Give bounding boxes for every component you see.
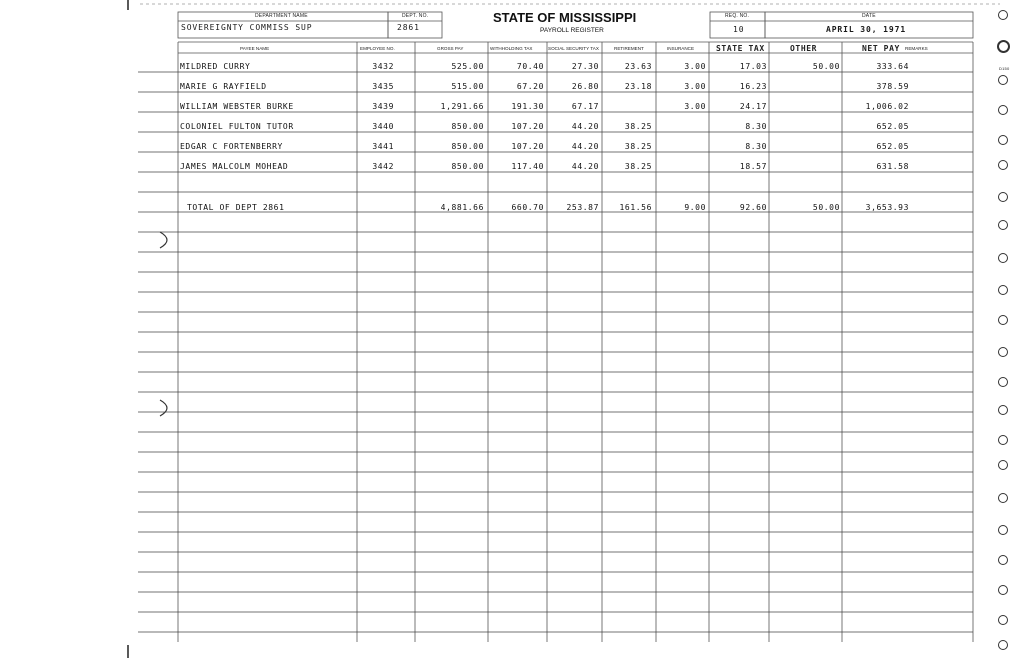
cell-withholding: 117.40 — [511, 162, 544, 171]
col-header-employee-no: EMPLOYEE NO. — [360, 46, 395, 51]
col-header-insurance: INSURANCE — [667, 46, 695, 51]
total-label: TOTAL OF DEPT 2861 — [187, 203, 285, 212]
cell-emp: 3442 — [372, 162, 394, 171]
department-name-value: SOVEREIGNTY COMMISS SUP — [181, 23, 313, 32]
punch-hole — [998, 405, 1008, 415]
cell-withholding: 191.30 — [511, 102, 544, 111]
cell-net: 1,006.02 — [865, 102, 909, 111]
punch-hole — [998, 10, 1008, 20]
cell-net: 333.64 — [876, 62, 909, 71]
total-state: 92.60 — [739, 203, 767, 212]
cell-payee: WILLIAM WEBSTER BURKE — [180, 102, 294, 111]
cell-ss: 26.80 — [571, 82, 599, 91]
punch-hole — [998, 555, 1008, 565]
punch-hole — [998, 315, 1008, 325]
margin-mark: D150 — [999, 66, 1010, 71]
cell-payee: MARIE G RAYFIELD — [180, 82, 267, 91]
punch-hole — [998, 253, 1008, 263]
punch-hole — [998, 192, 1008, 202]
cell-state: 18.57 — [739, 162, 767, 171]
cell-emp: 3441 — [372, 142, 394, 151]
cell-state: 8.30 — [745, 142, 767, 151]
col-header-payee-name: PAYEE NAME — [240, 46, 270, 51]
cell-state: 24.17 — [739, 102, 767, 111]
cell-net: 652.05 — [876, 122, 909, 131]
cell-gross: 525.00 — [451, 62, 484, 71]
col-header-remarks: REMARKS — [905, 46, 928, 51]
cell-gross: 515.00 — [451, 82, 484, 91]
cell-state: 8.30 — [745, 122, 767, 131]
punch-hole — [998, 220, 1008, 230]
date-label: DATE — [862, 13, 876, 19]
cell-gross: 850.00 — [451, 162, 484, 171]
col-header-retirement: RETIREMENT — [614, 46, 644, 51]
cell-withholding: 67.20 — [516, 82, 544, 91]
punch-hole — [998, 525, 1008, 535]
cell-retirement: 38.25 — [624, 142, 652, 151]
date-value: APRIL 30, 1971 — [826, 25, 907, 34]
cell-emp: 3432 — [372, 62, 394, 71]
form-title: STATE OF MISSISSIPPI — [493, 10, 637, 25]
dept-no-value: 2861 — [397, 23, 420, 32]
col-header-withholding-tax: WITHHOLDING TAX — [490, 46, 533, 51]
cell-state: 16.23 — [739, 82, 767, 91]
col-header-state-tax: STATE TAX — [716, 44, 765, 53]
punch-hole — [998, 377, 1008, 387]
punch-hole — [998, 285, 1008, 295]
cell-retirement: 38.25 — [624, 162, 652, 171]
cell-gross: 850.00 — [451, 142, 484, 151]
cell-insurance: 3.00 — [684, 62, 706, 71]
punch-hole — [998, 460, 1008, 470]
punch-hole — [998, 585, 1008, 595]
cell-retirement: 23.18 — [624, 82, 652, 91]
cell-emp: 3435 — [372, 82, 394, 91]
punch-hole — [998, 105, 1008, 115]
punch-hole — [998, 347, 1008, 357]
department-name-label: DEPARTMENT NAME — [255, 13, 308, 19]
cell-withholding: 107.20 — [511, 122, 544, 131]
cell-retirement: 38.25 — [624, 122, 652, 131]
cell-other: 50.00 — [812, 62, 840, 71]
cell-payee: JAMES MALCOLM MOHEAD — [180, 162, 289, 171]
cell-emp: 3439 — [372, 102, 394, 111]
punch-hole — [998, 493, 1008, 503]
total-gross: 4,881.66 — [440, 203, 484, 212]
punch-hole — [997, 40, 1010, 53]
cell-gross: 850.00 — [451, 122, 484, 131]
col-header-net-pay: NET PAY — [862, 44, 900, 53]
cell-insurance: 3.00 — [684, 102, 706, 111]
cell-payee: COLONIEL FULTON TUTOR — [180, 122, 294, 131]
cell-payee: EDGAR C FORTENBERRY — [180, 142, 283, 151]
cell-ss: 67.17 — [571, 102, 599, 111]
punch-hole — [998, 435, 1008, 445]
cell-net: 378.59 — [876, 82, 909, 91]
punch-hole — [998, 640, 1008, 650]
req-no-value: 10 — [733, 25, 745, 34]
dept-no-label: DEPT. NO. — [402, 13, 429, 19]
total-retirement: 161.56 — [619, 203, 652, 212]
cell-net: 631.58 — [876, 162, 909, 171]
cell-payee: MILDRED CURRY — [180, 62, 251, 71]
punch-hole — [998, 135, 1008, 145]
cell-retirement: 23.63 — [624, 62, 652, 71]
punch-hole — [998, 75, 1008, 85]
form-subtitle: PAYROLL REGISTER — [540, 27, 604, 34]
col-header-social-security-tax: SOCIAL SECURITY TAX — [548, 46, 599, 51]
cell-withholding: 70.40 — [516, 62, 544, 71]
cell-emp: 3440 — [372, 122, 394, 131]
cell-ss: 44.20 — [571, 122, 599, 131]
col-header-other: OTHER — [790, 44, 818, 53]
punch-hole — [998, 615, 1008, 625]
cell-withholding: 107.20 — [511, 142, 544, 151]
col-header-gross-pay: GROSS PAY — [437, 46, 464, 51]
total-net: 3,653.93 — [865, 203, 909, 212]
req-no-label: REQ. NO. — [725, 13, 750, 19]
total-withholding: 660.70 — [511, 203, 544, 212]
total-other: 50.00 — [812, 203, 840, 212]
cell-ss: 27.30 — [571, 62, 599, 71]
cell-net: 652.05 — [876, 142, 909, 151]
cell-state: 17.03 — [739, 62, 767, 71]
cell-gross: 1,291.66 — [440, 102, 484, 111]
cell-ss: 44.20 — [571, 142, 599, 151]
punch-hole — [998, 160, 1008, 170]
cell-insurance: 3.00 — [684, 82, 706, 91]
total-ss: 253.87 — [566, 203, 599, 212]
cell-ss: 44.20 — [571, 162, 599, 171]
total-insurance: 9.00 — [684, 203, 706, 212]
